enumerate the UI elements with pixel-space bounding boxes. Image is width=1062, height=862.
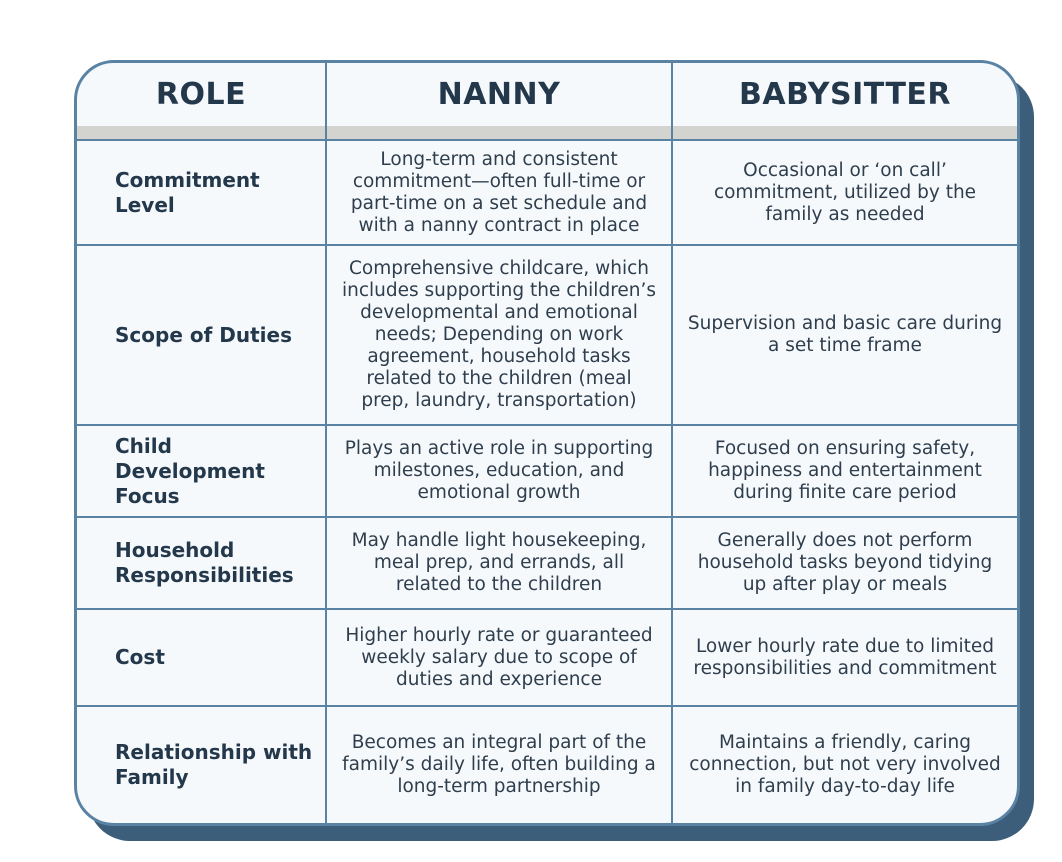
babysitter-scope-of-duties: Supervision and basic care during a set time frame [673,246,1017,426]
babysitter-commitment-level: Occasional or ‘on call’ commitment, utilized by the family as needed [673,141,1017,246]
row-label-child-development-focus: Child Development Focus [77,426,327,518]
row-label-relationship-with-family: Relationship with Family [77,707,327,823]
babysitter-household-responsibilities: Generally does not perform household tasks beyond tidying up after play or meals [673,518,1017,610]
header-band [673,126,1017,141]
row-label-scope-of-duties: Scope of Duties [77,246,327,426]
nanny-scope-of-duties: Comprehensive childcare, which includes supporting the children’s developmental and emotional needs; Depending on work agreement, household tasks related to the children (meal prep, laundry, transportation) [327,246,673,426]
header-band [327,126,673,141]
nanny-household-responsibilities: May handle light housekeeping, meal prep, and errands, all related to the children [327,518,673,610]
row-label-cost: Cost [77,610,327,707]
nanny-child-development-focus: Plays an active role in supporting milestones, education, and emotional growth [327,426,673,518]
header-role: ROLE [77,63,327,126]
header-band [77,126,327,141]
comparison-table [74,60,1020,826]
nanny-commitment-level: Long-term and consistent commitment—often full-time or part-time on a set schedule and with a nanny contract in place [327,141,673,246]
babysitter-relationship-with-family: Maintains a friendly, caring connection, but not very involved in family day-to-day life [689,732,1001,797]
nanny-cost: Higher hourly rate or guaranteed weekly salary due to scope of duties and experience [327,610,673,707]
babysitter-child-development-focus: Focused on ensuring safety, happiness and entertainment during finite care period [673,426,1017,518]
babysitter-cost: Lower hourly rate due to limited responsibilities and commitment [673,610,1017,707]
header-babysitter: BABYSITTER [738,76,951,112]
row-label-commitment-level: Commitment Level [77,141,327,246]
nanny-relationship-with-family: Becomes an integral part of the family’s daily life, often building a long-term partnership [327,707,673,823]
row-label-household-responsibilities: Household Responsibilities [77,518,327,610]
header-nanny: NANNY [327,63,673,126]
table-grid [77,63,1017,823]
